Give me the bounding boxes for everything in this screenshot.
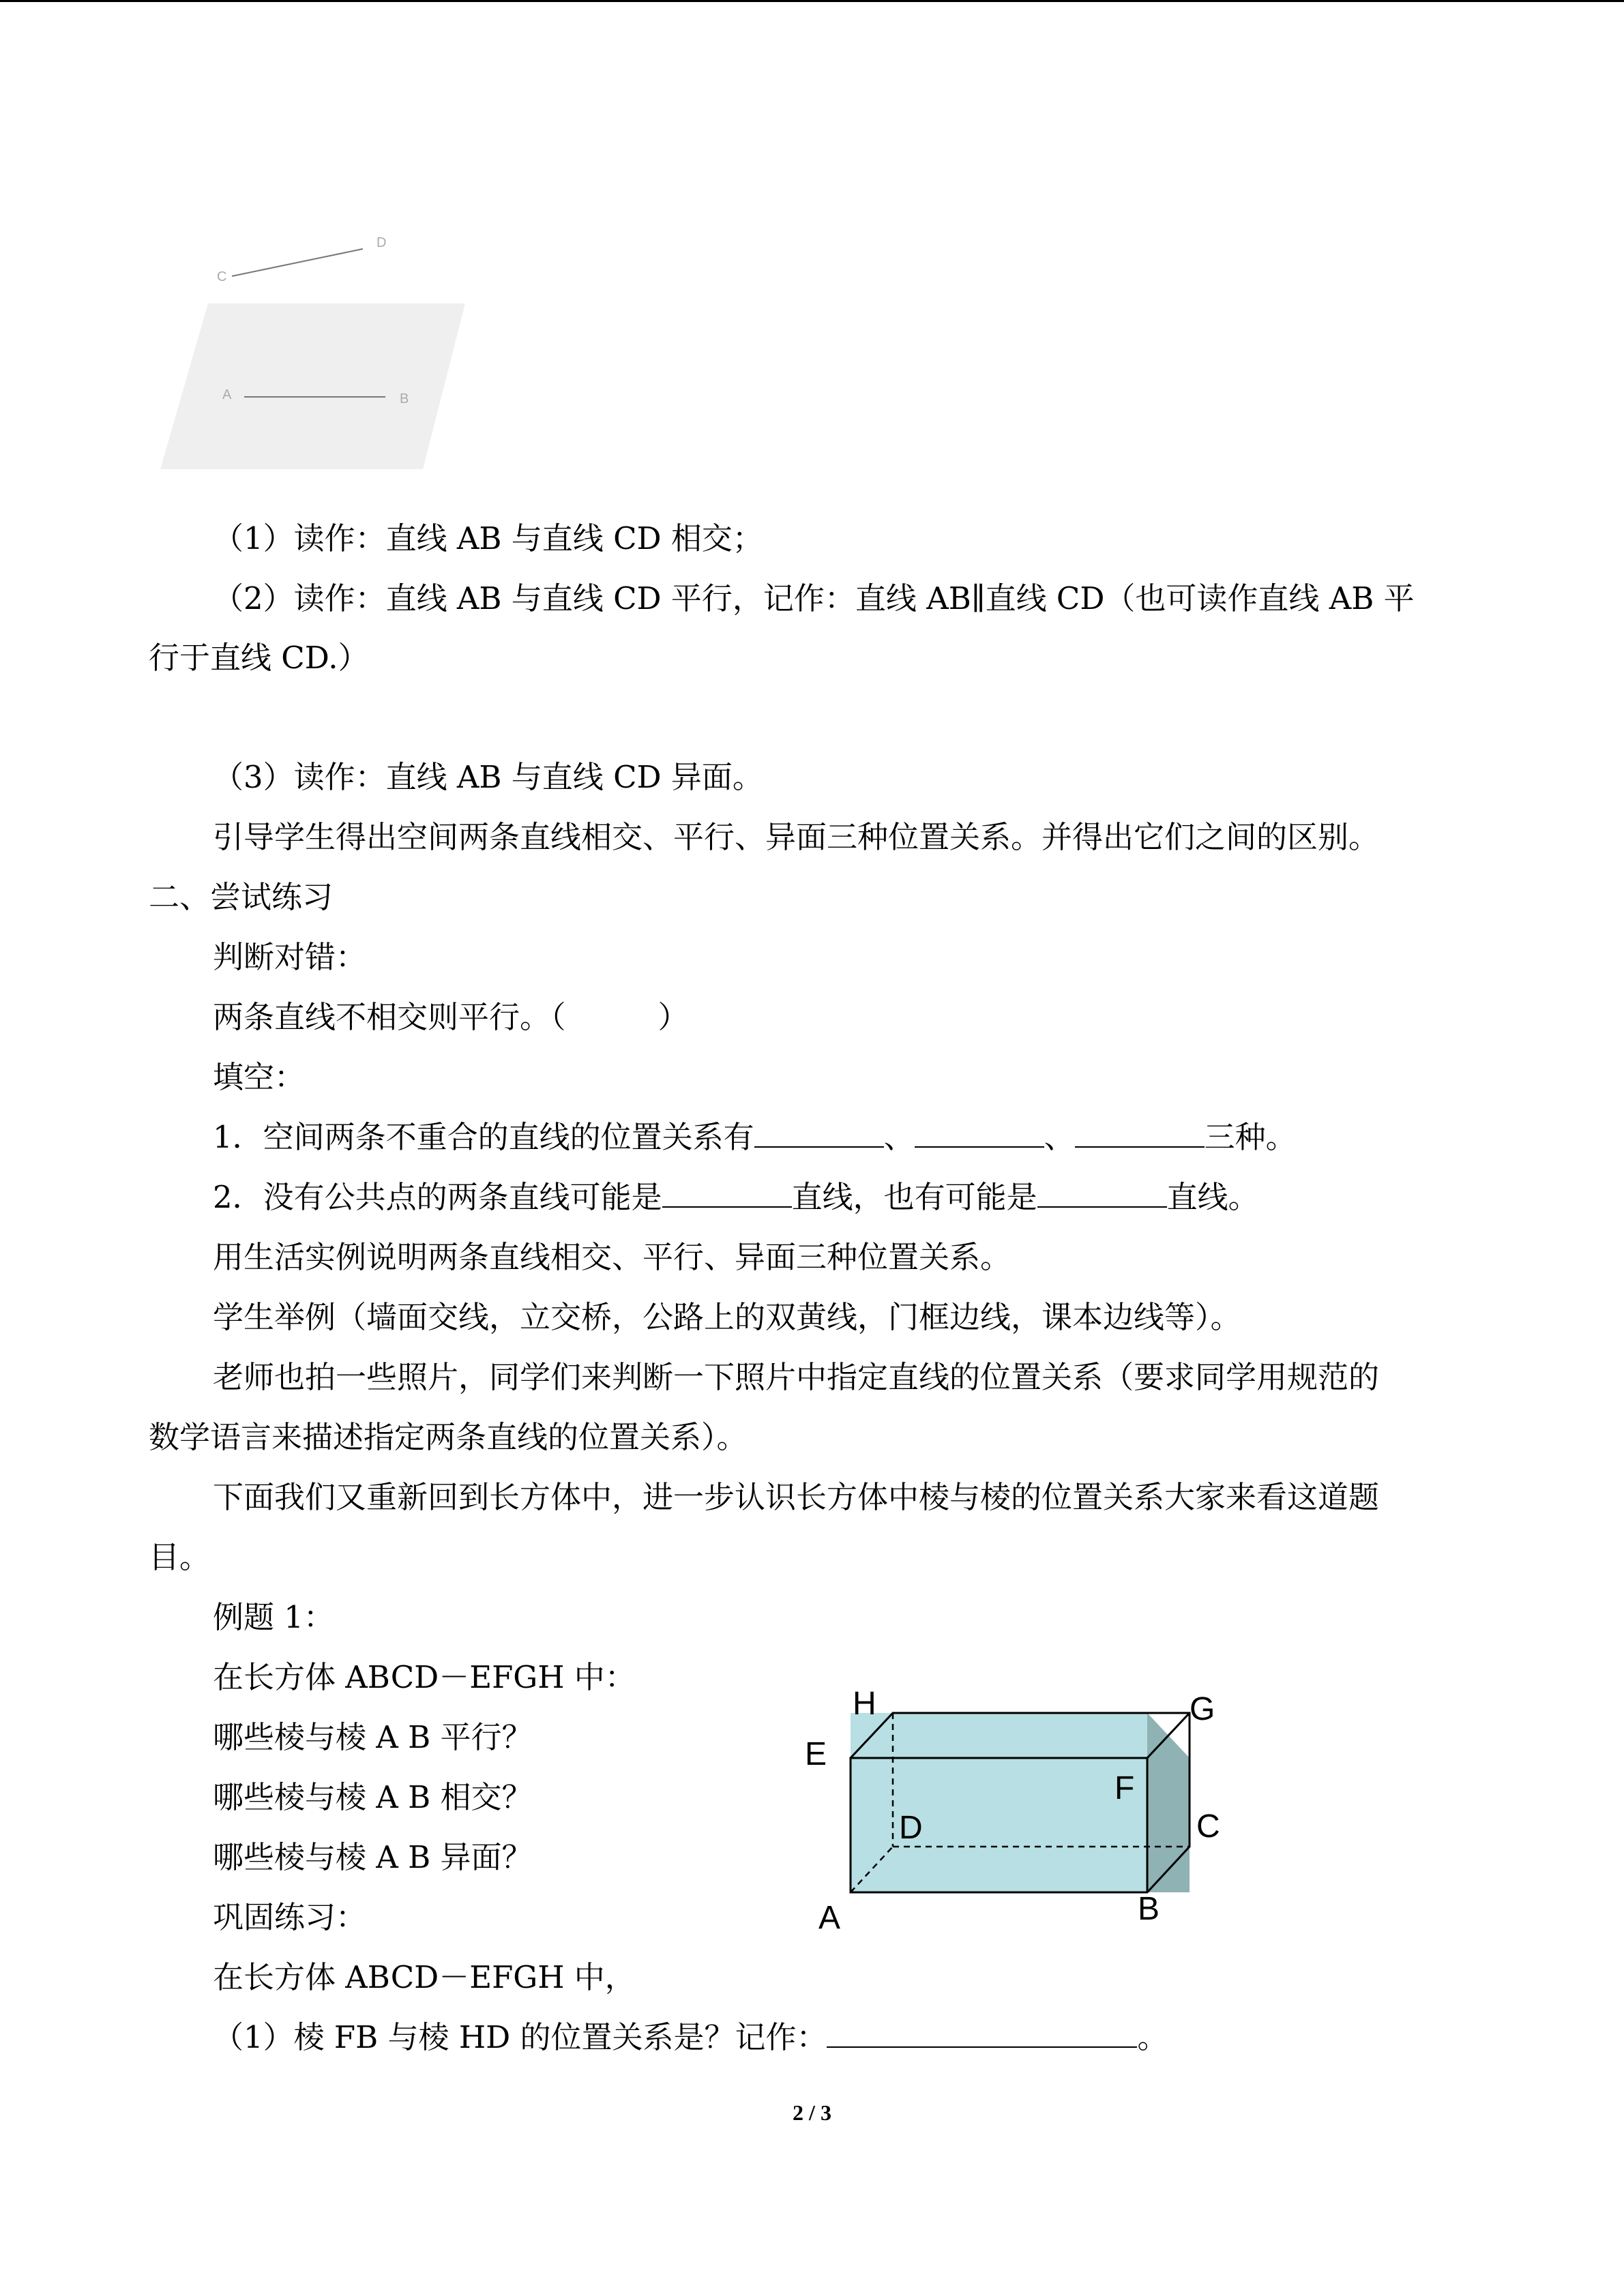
vertex-d: D (899, 1810, 923, 1846)
practice-q1-text: （1）棱 FB 与棱 HD 的位置关系是？记作： (213, 2019, 827, 2055)
example-q3: 哪些棱与棱 A B 异面？ (213, 1839, 533, 1875)
fill1-blank-1[interactable] (754, 1119, 884, 1148)
vertex-a: A (818, 1900, 841, 1936)
practice-heading: 巩固练习： (213, 1899, 367, 1935)
vertex-b: B (1138, 1891, 1160, 1927)
section-heading: 二、尝试练习 (149, 879, 334, 915)
reading-1: （1）读作：直线 AB 与直线 CD 相交； (213, 520, 763, 556)
cuboid-intro-cont: 目。 (149, 1539, 211, 1575)
plane-parallelogram (160, 303, 465, 469)
vertex-e: E (805, 1736, 827, 1772)
fill2-end: 直线。 (1166, 1179, 1259, 1215)
practice-q1 (213, 2017, 1168, 2058)
student-examples: 学生举例（墙面交线，立交桥，公路上的双黄线，门框边线，课本边线等）。 (213, 1299, 1241, 1335)
fill-question-2 (213, 1177, 1259, 1218)
fill2-text: 2．没有公共点的两条直线可能是 (213, 1179, 662, 1215)
fill1-text: 1．空间两条不重合的直线的位置关系有 (213, 1119, 754, 1155)
vertex-f: F (1114, 1770, 1135, 1806)
life-example-prompt: 用生活实例说明两条直线相交、平行、异面三种位置关系。 (213, 1239, 1012, 1275)
fill2-blank-2[interactable] (1037, 1179, 1167, 1208)
fill2-blank-1[interactable] (662, 1179, 792, 1208)
plane-lines-figure (150, 218, 477, 477)
fill1-sep-2: 、 (1044, 1119, 1075, 1155)
example-q2: 哪些棱与棱 A B 相交？ (213, 1779, 533, 1815)
fill1-sep-1: 、 (883, 1119, 915, 1155)
vertex-g: G (1190, 1691, 1215, 1727)
example-heading: 例题 1： (213, 1599, 334, 1635)
reading-3: （3）读作：直线 AB 与直线 CD 异面。 (213, 759, 763, 795)
cuboid-front-face (851, 1713, 1147, 1892)
example-q1: 哪些棱与棱 A B 平行？ (213, 1719, 533, 1755)
fill1-end: 三种。 (1204, 1119, 1297, 1155)
vertex-c: C (1196, 1808, 1220, 1845)
label-b: B (400, 391, 409, 406)
page-number: 2 / 3 (793, 2100, 831, 2125)
label-c: C (217, 269, 227, 284)
fill-heading: 填空： (213, 1059, 306, 1095)
vertex-h: H (853, 1686, 876, 1722)
cuboid-intro: 下面我们又重新回到长方体中，进一步认识长方体中棱与棱的位置关系大家来看这道题 (213, 1479, 1380, 1515)
judge-question: 两条直线不相交则平行。（ ） (213, 999, 689, 1035)
teacher-photos-cont: 数学语言来描述指定两条直线的位置关系）。 (149, 1419, 748, 1455)
fill-question-1 (213, 1117, 1297, 1158)
judge-heading: 判断对错： (213, 939, 367, 975)
example-intro: 在长方体 ABCD－EFGH 中： (213, 1659, 636, 1695)
label-a: A (222, 387, 232, 402)
cuboid-figure (784, 1684, 1248, 1943)
practice-q1-end: 。 (1137, 2019, 1168, 2055)
page-top-border (0, 0, 1624, 2)
reading-2: （2）读作：直线 AB 与直线 CD 平行，记作：直线 AB∥直线 CD（也可读作直线 AB 平 (213, 580, 1415, 616)
practice-intro: 在长方体 ABCD－EFGH 中， (213, 1959, 636, 1995)
reading-2-cont: 行于直线 CD.） (149, 640, 369, 676)
cuboid-right-face (1147, 1713, 1190, 1892)
teacher-photos: 老师也拍一些照片，同学们来判断一下照片中指定直线的位置关系（要求同学用规范的 (213, 1359, 1380, 1395)
fill1-blank-2[interactable] (915, 1119, 1044, 1148)
fill2-mid: 直线，也有可能是 (791, 1179, 1037, 1215)
label-d: D (377, 235, 387, 250)
line-cd (232, 249, 363, 276)
fill1-blank-3[interactable] (1075, 1119, 1205, 1148)
practice-q1-blank[interactable] (827, 2019, 1137, 2048)
guide-text: 引导学生得出空间两条直线相交、平行、异面三种位置关系。并得出它们之间的区别。 (213, 819, 1380, 855)
